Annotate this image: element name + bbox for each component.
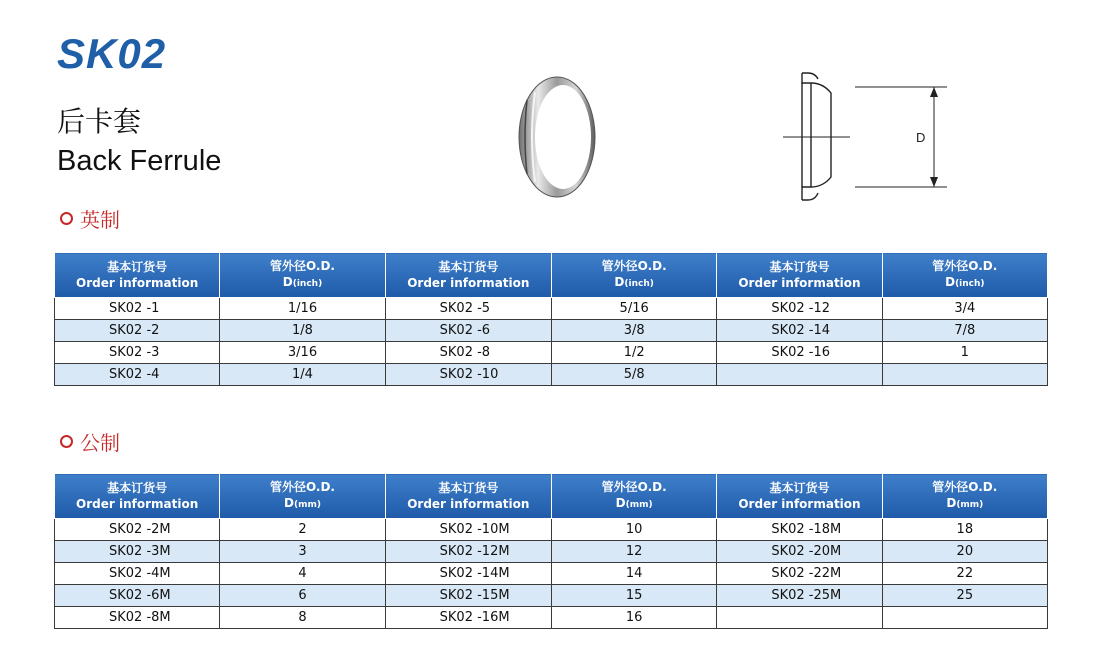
order-info-header: 基本订货号 Order information xyxy=(55,474,220,519)
od-cell: 8 xyxy=(220,607,385,629)
od-cell: 18 xyxy=(882,519,1047,541)
table-row xyxy=(55,585,1048,607)
od-cell xyxy=(882,607,1047,629)
order-code-cell: SK02 -2M xyxy=(55,519,220,541)
order-code-cell: SK02 -10 xyxy=(385,364,551,386)
od-header: 管外径O.D. D(mm) xyxy=(551,474,716,519)
order-code-cell: SK02 -14 xyxy=(717,320,882,342)
order-code-cell: SK02 -12 xyxy=(717,298,882,320)
circle-bullet-icon xyxy=(60,212,73,225)
od-cell: 1/16 xyxy=(220,298,385,320)
order-code-cell: SK02 -12M xyxy=(385,541,551,563)
order-code-cell: SK02 -6M xyxy=(55,585,220,607)
od-cell: 1/2 xyxy=(551,342,716,364)
ferrule-photo xyxy=(505,70,605,205)
order-info-header: 基本订货号 Order information xyxy=(55,253,220,298)
order-code-cell: SK02 -10M xyxy=(385,519,551,541)
order-info-header: 基本订货号 Order information xyxy=(717,474,882,519)
od-cell xyxy=(882,364,1047,386)
table-row xyxy=(55,563,1048,585)
od-header: 管外径O.D. D(mm) xyxy=(220,474,385,519)
order-code-cell: SK02 -25M xyxy=(717,585,882,607)
order-code-cell: SK02 -15M xyxy=(385,585,551,607)
metric-size-table xyxy=(54,473,1048,629)
od-header: 管外径O.D. D(mm) xyxy=(882,474,1047,519)
od-cell: 4 xyxy=(220,563,385,585)
od-cell: 5/16 xyxy=(551,298,716,320)
od-cell: 14 xyxy=(551,563,716,585)
od-cell: 1/4 xyxy=(220,364,385,386)
order-code-cell: SK02 -5 xyxy=(385,298,551,320)
table-row xyxy=(55,607,1048,629)
order-code-cell: SK02 -8 xyxy=(385,342,551,364)
dimension-d-label: D xyxy=(916,130,926,145)
ferrule-cross-section-drawing xyxy=(775,65,975,210)
od-header: 管外径O.D. D(inch) xyxy=(551,253,716,298)
order-code-cell: SK02 -1 xyxy=(55,298,220,320)
od-cell: 2 xyxy=(220,519,385,541)
od-cell: 1 xyxy=(882,342,1047,364)
metric-section-title: 公制 xyxy=(80,430,120,455)
imperial-section-heading xyxy=(60,205,120,231)
order-code-cell: SK02 -14M xyxy=(385,563,551,585)
od-cell: 1/8 xyxy=(220,320,385,342)
order-code-cell: SK02 -8M xyxy=(55,607,220,629)
order-code-cell xyxy=(717,364,882,386)
table-row xyxy=(55,320,1048,342)
order-code-cell: SK02 -3 xyxy=(55,342,220,364)
od-cell: 3 xyxy=(220,541,385,563)
order-code-cell: SK02 -3M xyxy=(55,541,220,563)
order-code-cell: SK02 -22M xyxy=(717,563,882,585)
order-code-cell: SK02 -18M xyxy=(717,519,882,541)
order-code-cell: SK02 -4M xyxy=(55,563,220,585)
order-code-cell: SK02 -16 xyxy=(717,342,882,364)
order-info-header: 基本订货号 Order information xyxy=(717,253,882,298)
od-cell: 3/4 xyxy=(882,298,1047,320)
od-cell: 25 xyxy=(882,585,1047,607)
order-code-cell xyxy=(717,607,882,629)
product-name-english: Back Ferrule xyxy=(57,145,222,177)
imperial-size-table xyxy=(54,252,1048,386)
circle-bullet-icon xyxy=(60,435,73,448)
order-info-header: 基本订货号 Order information xyxy=(385,253,551,298)
table-row xyxy=(55,342,1048,364)
order-code-cell: SK02 -2 xyxy=(55,320,220,342)
table-row xyxy=(55,541,1048,563)
table-row xyxy=(55,519,1048,541)
od-cell: 22 xyxy=(882,563,1047,585)
product-model: SK02 xyxy=(57,30,167,77)
table-header-row xyxy=(55,474,1048,519)
od-cell: 7/8 xyxy=(882,320,1047,342)
od-cell: 15 xyxy=(551,585,716,607)
table-row xyxy=(55,364,1048,386)
od-cell: 12 xyxy=(551,541,716,563)
table-row xyxy=(55,298,1048,320)
table-header-row xyxy=(55,253,1048,298)
od-header: 管外径O.D. D(inch) xyxy=(220,253,385,298)
imperial-section-title: 英制 xyxy=(80,207,120,232)
od-cell: 3/16 xyxy=(220,342,385,364)
order-code-cell: SK02 -20M xyxy=(717,541,882,563)
od-cell: 20 xyxy=(882,541,1047,563)
metric-section-heading xyxy=(60,428,120,454)
product-name-chinese: 后卡套 xyxy=(57,105,142,138)
order-info-header: 基本订货号 Order information xyxy=(385,474,551,519)
order-code-cell: SK02 -4 xyxy=(55,364,220,386)
od-cell: 10 xyxy=(551,519,716,541)
order-code-cell: SK02 -16M xyxy=(385,607,551,629)
od-cell: 6 xyxy=(220,585,385,607)
od-header: 管外径O.D. D(inch) xyxy=(882,253,1047,298)
od-cell: 3/8 xyxy=(551,320,716,342)
order-code-cell: SK02 -6 xyxy=(385,320,551,342)
od-cell: 5/8 xyxy=(551,364,716,386)
od-cell: 16 xyxy=(551,607,716,629)
